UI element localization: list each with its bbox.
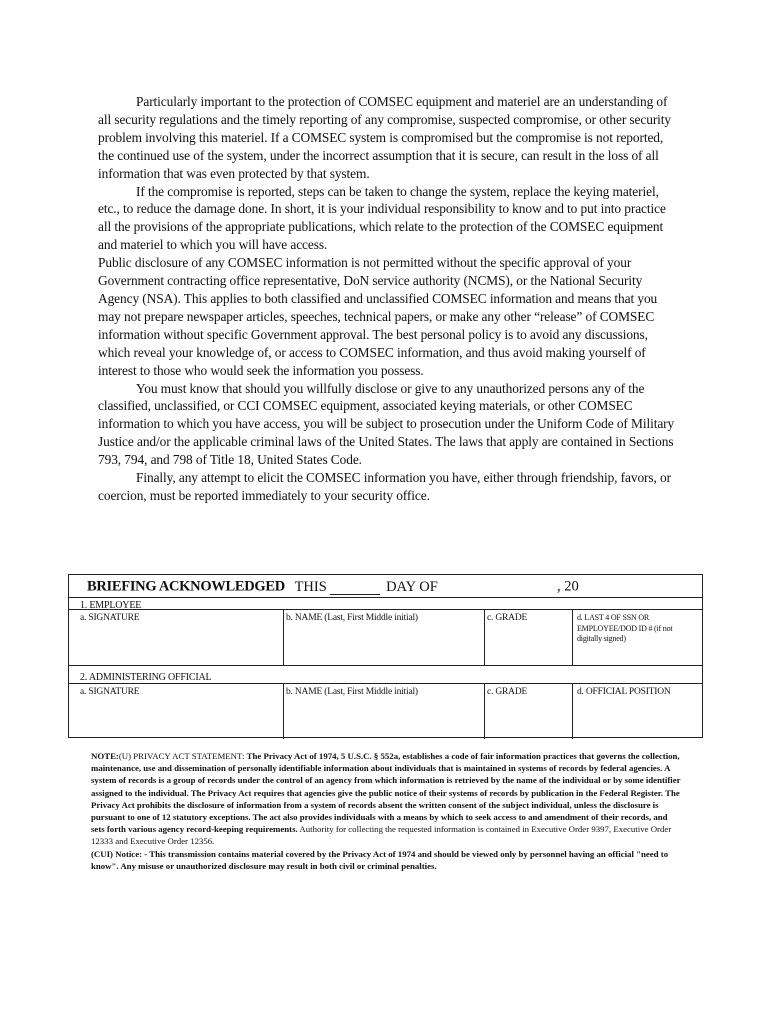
privacy-act-statement — [91, 750, 683, 848]
official-name-label: b. NAME (Last, First Middle initial) — [286, 687, 418, 697]
official-grade-label: c. GRADE — [487, 687, 528, 697]
employee-name-label: b. NAME (Last, First Middle initial) — [286, 613, 418, 623]
this-label: THIS — [294, 578, 327, 595]
note-lead: (U) PRIVACY ACT STATEMENT: — [118, 751, 247, 761]
divider — [69, 665, 702, 666]
month-input[interactable] — [441, 578, 553, 594]
official-position-field[interactable] — [576, 699, 702, 735]
employee-ssn-label: d. LAST 4 OF SSN OR EMPLOYEE/DOD ID # (if not digitally signed) — [577, 613, 673, 643]
official-signature-label: a. SIGNATURE — [80, 687, 140, 697]
acknowledgement-form — [68, 574, 703, 738]
official-position-label: d. OFFICIAL POSITION — [577, 687, 671, 697]
paragraph-prosecution: You must know that should you willfully disclose or give to any unauthorized persons any of the classified, unclassified, or CCI COMSEC equipment, associated keying materials, or other COMSEC information to which you have access, you will be subject to prosecution under the Uniform Code of Military Justice and/or the applicable criminal laws of the United States. The laws that apply are contained in Sections 793, 794, and 798 of Title 18, United States Code. — [98, 380, 675, 468]
divider — [484, 609, 485, 665]
employee-signature-field[interactable] — [73, 625, 283, 663]
paragraph-importance: Particularly important to the protection of COMSEC equipment and materiel are an understanding of all security regulations and the timely reporting of any compromise, suspected compromise, or other security problem involving this materiel. If a COMSEC system is compromised but the compromise is not reported, the continued use of the system, under the incorrect assumption that it is secure, can result in the loss of all information that was even protected by that system. — [98, 94, 672, 181]
form-header — [87, 578, 616, 596]
authority-text: Authority for collecting the requested information is contained in Executive Order 9397, Executive Order 12333 and Executive Order 12356. — [91, 824, 672, 847]
paragraph-reporting: If the compromise is reported, steps can be taken to change the system, replace the keying materiel, etc., to reduce the damage done. In short, it is your individual responsibility to know and to put into practice all the provisions of the appropriate publications, which relate to the protection of the COMSEC equipment and materiel to which you will have access. — [98, 183, 666, 253]
note-label: NOTE: — [91, 751, 119, 761]
employee-grade-label: c. GRADE — [487, 613, 528, 623]
official-signature-field[interactable] — [73, 699, 283, 735]
divider — [283, 683, 284, 739]
paragraph-public-disclosure: Public disclosure of any COMSEC information is not permitted without the specific approval of your Government contracting office representative, DoN service authority (NCMS), or the National Security Agency (NSA). This applies to both classified and unclassified COMSEC information and means that you may not prepare newspaper articles, speeches, technical papers, or make any other “release” of COMSEC information without specific Government approval. The best personal policy is to avoid any discussions, which reveal your knowledge of, or access to COMSEC information, and thus avoid making yourself of interest to those who would seek the information you possess. — [98, 255, 658, 378]
divider — [283, 609, 284, 665]
privacy-act-text: The Privacy Act of 1974, 5 U.S.C. § 552a, establishes a code of fair information practices that governs the collection, maintenance, use and dissemination of personally identifiable information about individuals that is maintained in systems of records by federal agencies. A system of records is a group of records under the control of an agency from which information is retrieved by the name of the individual or by some identifier assigned to the individual. The Privacy Act requires that agencies give the public notice of their systems of records by publication in the Federal Register. The Privacy Act prohibits the disclosure of information from a system of records absent the written consent of the subject individual, unless the disclosure is pursuant to one of 12 statutory exceptions. The act also provides individuals with a means by which to seek access to and amendment of their records, and sets forth various agency record-keeping requirements. — [91, 751, 681, 835]
divider — [572, 609, 573, 665]
official-name-field[interactable] — [287, 699, 484, 735]
briefing-text — [98, 93, 682, 505]
divider — [69, 609, 702, 610]
employee-signature-label: a. SIGNATURE — [80, 613, 140, 623]
employee-grade-field[interactable] — [488, 625, 572, 663]
cui-notice: (CUI) Notice: - This transmission contains material covered by the Privacy Act of 1974 and should be viewed only by personnel having an official "need to know". Any misuse or unauthorized disclosure may result in both civil or criminal penalties. — [91, 848, 669, 871]
employee-name-field[interactable] — [287, 625, 484, 663]
official-grade-field[interactable] — [488, 699, 572, 735]
day-input[interactable] — [330, 578, 380, 595]
divider — [69, 597, 702, 598]
divider — [572, 683, 573, 739]
divider — [484, 683, 485, 739]
divider — [69, 683, 702, 684]
year-input[interactable] — [582, 578, 616, 594]
employee-ssn-field[interactable] — [576, 645, 702, 665]
employee-section-label: 1. EMPLOYEE — [80, 600, 142, 611]
official-section-label: 2. ADMINISTERING OFFICIAL — [80, 672, 212, 683]
briefing-acknowledged-label: BRIEFING ACKNOWLEDGED — [87, 578, 285, 595]
paragraph-elicitation: Finally, any attempt to elicit the COMSEC information you have, either through friendship, favors, or coercion, must be reported immediately to your security office. — [98, 470, 671, 503]
privacy-act-note — [91, 750, 683, 872]
year-label: , 20 — [557, 578, 579, 595]
day-of-label: DAY OF — [386, 578, 438, 595]
